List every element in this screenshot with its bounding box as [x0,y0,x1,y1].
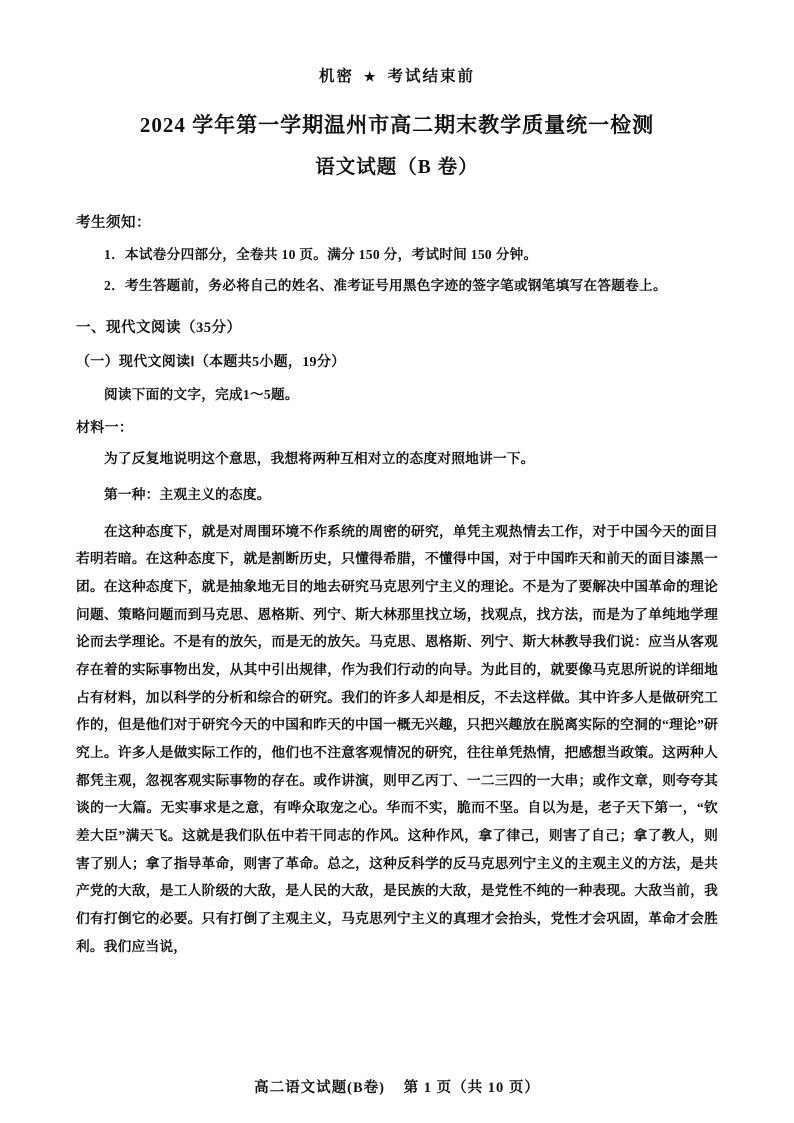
page-subtitle: 语文试题（B 卷） [315,157,479,179]
reading-instruction: 阅读下面的文字，完成1～5题。 [104,387,299,403]
candidate-notice-heading: 考生须知： [76,215,151,232]
page-footer [0,1076,794,1097]
footer-title: 高二语文试题(B卷) [254,1080,385,1096]
footer-page-number: 第 1 页（共 10 页） [403,1080,540,1096]
subsection-heading-reading-one: （一）现代文阅读Ⅰ（本题共5小题，19分） [76,355,346,371]
passage-paragraph: 第一种：主观主义的态度。 [104,487,271,503]
page-title: 2024 学年第一学期温州市高二期末教学质量统一检测 [139,113,655,137]
section-heading-modern-reading: 一、现代文阅读（35分） [76,320,242,337]
confidential-label: 机密 [319,68,355,85]
passage-paragraph: 在这种态度下，就是对周围环境不作系统的周密的研究，单凭主观热情去工作，对于中国今天的面目若明若暗。在这种态度下，就是割断历史，只懂得希腊，不懂得中国，对于中国昨天和前天的面目漆黑一团。在这种态度下，就是抽象地无目的地去研究马克思列宁主义的理论。不是为了要解决中国革命的理论问题、策略问题而到马克思、恩格斯、列宁、斯大林那里找立场，找观点，找方法，而是为了单纯地学理论而去学理论。不是有的放矢，而是无的放矢。马克思、恩格斯、列宁、斯大林教导我们说：应当从客观存在着的实际事物出发，从其中引出规律，作为我们行动的向导。为此目的，就要像马克思所说的详细地占有材料，加以科学的分析和综合的研究。我们的许多人却是相反，不去这样做。其中许多人是做研究工作的，但是他们对于研究今天的中国和昨天的中国一概无兴趣，只把兴趣放在脱离实际的空洞的“理论”研究上。许多人是做实际工作的，他们也不注意客观情况的研究，往往单凭热情，把感想当政策。这两种人都凭主观，忽视客观实际事物的存在。或作讲演，则甲乙丙丁、一二三四的一大串；或作文章，则夸夸其谈的一大篇。无实事求是之意，有哗众取宠之心。华而不实，脆而不坚。自以为是，老子天下第一，“钦差大臣”满天飞。这就是我们队伍中若干同志的作风。这种作风，拿了律己，则害了自己；拿了教人，则害了别人；拿了指导革命，则害了革命。总之，这种反科学的反马克思列宁主义的主观主义的方法，是共产党的大敌，是工人阶级的大敌，是人民的大敌，是民族的大敌，是党性不纯的一种表现。大敌当前，我们有打倒它的必要。只有打倒了主观主义，马克思列宁主义的真理才会抬头，党性才会巩固，革命才会胜利。我们应当说， [76,523,718,954]
passage-paragraph: 为了反复地说明这个意思，我想将两种互相对立的态度对照地讲一下。 [104,451,535,467]
material-label-one: 材料一： [76,421,134,437]
star-icon: ★ [363,69,378,84]
notice-item: 1．本试卷分四部分，全卷共 10 页。满分 150 分，考试时间 150 分钟。 [104,247,538,263]
notice-item: 2．考生答题前，务必将自己的姓名、准考证号用黑色字迹的签字笔或钢笔填写在答题卷上。 [104,278,667,294]
confidential-line [76,64,718,86]
before-exam-end-label: 考试结束前 [387,68,475,85]
